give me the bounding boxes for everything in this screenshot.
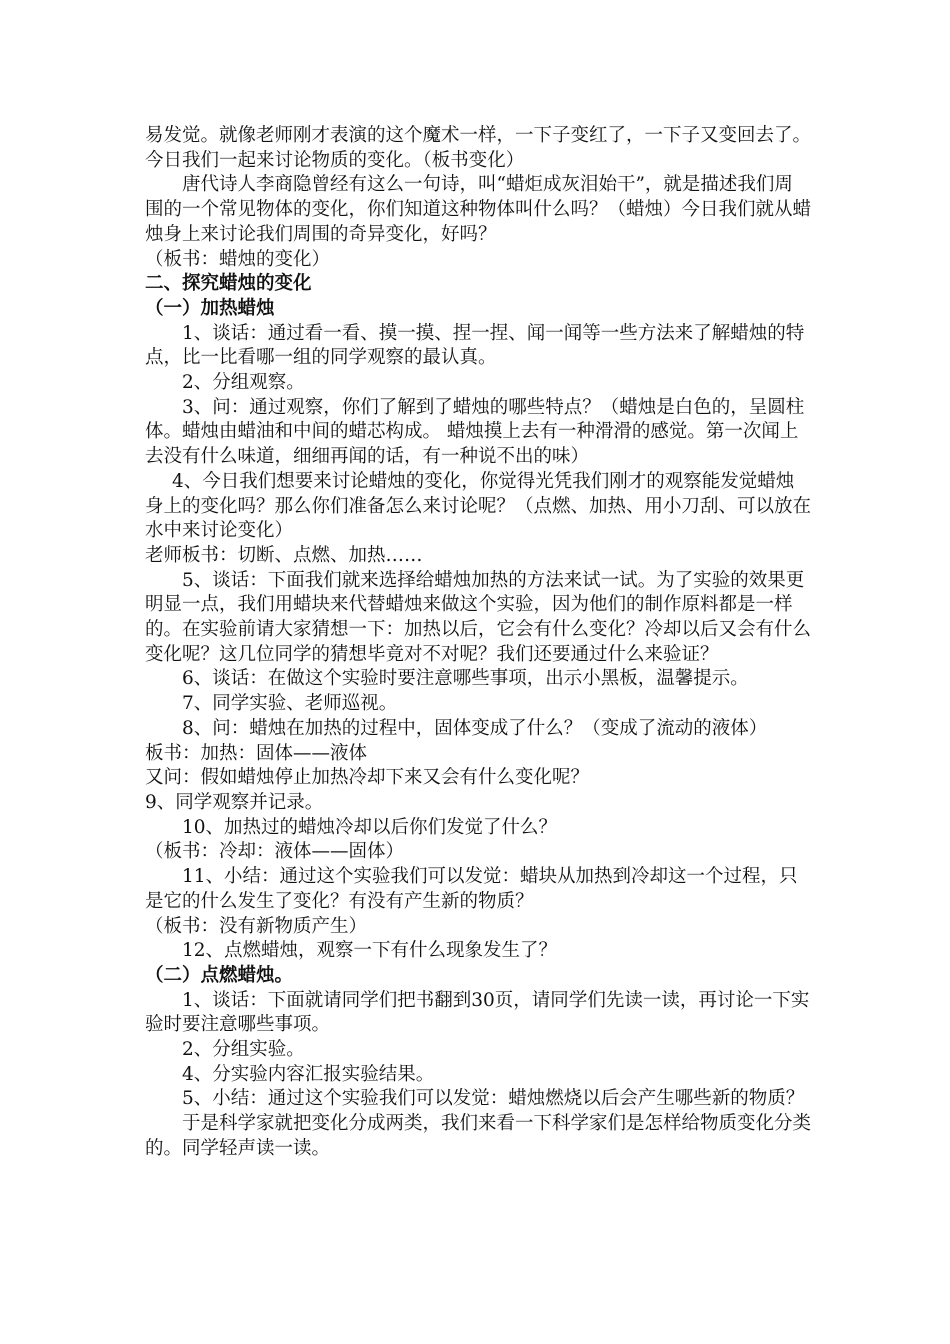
paragraph: 12、点燃蜡烛，观察一下有什么现象发生了？ (182, 940, 558, 962)
paragraph: 10、加热过的蜡烛冷却以后你们发觉了什么？ (182, 816, 558, 838)
board-note: （板书：冷却：液体——固体） (145, 841, 405, 863)
paragraph: 2、分组观察。 (182, 372, 305, 394)
paragraph: 1、谈话：通过看一看、摸一摸、捏一捏、闻一闻等一些方法来了解蜡烛的特点，比一比看哪一组的同学观察的最认真。 (145, 322, 805, 369)
subsection-heading: （一）加热蜡烛 (145, 297, 275, 319)
paragraph: 4、分实验内容汇报实验结果。 (182, 1063, 435, 1085)
board-note: （板书：蜡烛的变化） (145, 248, 331, 270)
paragraph: 唐代诗人李商隐曾经有这么一句诗，叫“蜡炬成灰泪始干”，就是描述我们周围的一个常见物体的变化，你们知道这种物体叫什么吗？（蜡烛）今日我们就从蜡烛身上来讨论我们周围的奇异变化，好吗？ (145, 174, 812, 245)
paragraph: 1、谈话：下面就请同学们把书翻到30页，请同学们先读一读，再讨论一下实验时要注意哪些事项。 (145, 989, 810, 1036)
document-body (145, 124, 811, 1162)
paragraph: 易发觉。就像老师刚才表演的这个魔术一样，一下子变红了，一下子又变回去了。今日我们一起来讨论物质的变化。（板书变化） (145, 125, 812, 171)
paragraph: 5、谈话：下面我们就来选择给蜡烛加热的方法来试一试。为了实验的效果更明显一点，我们用蜡块来代替蜡烛来做这个实验，因为他们的制作原料都是一样的。在实验前请大家猜想一下：加热以后，它会有什么变化？冷却以后又会有什么变化呢？这几位同学的猜想毕竟对不对呢？我们还要通过什么来验证？ (145, 569, 812, 665)
section-heading: 二、探究蜡烛的变化 (145, 273, 312, 295)
board-note: （板书：没有新物质产生） (145, 915, 368, 937)
paragraph: 9、同学观察并记录。 (145, 791, 324, 813)
paragraph: 5、小结：通过这个实验我们可以发觉：蜡烛燃烧以后会产生哪些新的物质？ (182, 1088, 805, 1110)
paragraph: 于是科学家就把变化分成两类，我们来看一下科学家们是怎样给物质变化分类的。同学轻声读一读。 (145, 1113, 812, 1159)
paragraph: 2、分组实验。 (182, 1039, 305, 1061)
paragraph: 8、问：蜡烛在加热的过程中，固体变成了什么？（变成了流动的液体） (182, 717, 768, 739)
subsection-heading: （二）点燃蜡烛。 (145, 964, 294, 986)
paragraph: 7、同学实验、老师巡视。 (182, 693, 398, 715)
paragraph: 11、小结：通过这个实验我们可以发觉：蜡块从加热到冷却这一个过程，只是它的什么发生了变化？有没有产生新的物质？ (145, 866, 798, 912)
paragraph: 3、问：通过观察，你们了解到了蜡烛的哪些特点？（蜡烛是白色的，呈圆柱体。蜡烛由蜡油和中间的蜡芯构成。 蜡烛摸上去有一种滑滑的感觉。第一次闻上去没有什么味道，细细再闻的话，有一种说不出的味） (145, 396, 805, 468)
board-note: 老师板书：切断、点燃、加热…… (145, 544, 423, 566)
paragraph: 6、谈话：在做这个实验时要注意哪些事项，出示小黑板，温馨提示。 (182, 668, 749, 690)
board-note: 板书：加热：固体——液体 (145, 742, 368, 764)
paragraph: 4、今日我们想要来讨论蜡烛的变化，你觉得光凭我们刚才的观察能发觉蜡烛身上的变化吗？那么你们准备怎么来讨论呢？（点燃、加热、用小刀刮、可以放在水中来讨论变化） (145, 470, 812, 542)
paragraph: 又问：假如蜡烛停止加热冷却下来又会有什么变化呢？ (145, 767, 590, 789)
